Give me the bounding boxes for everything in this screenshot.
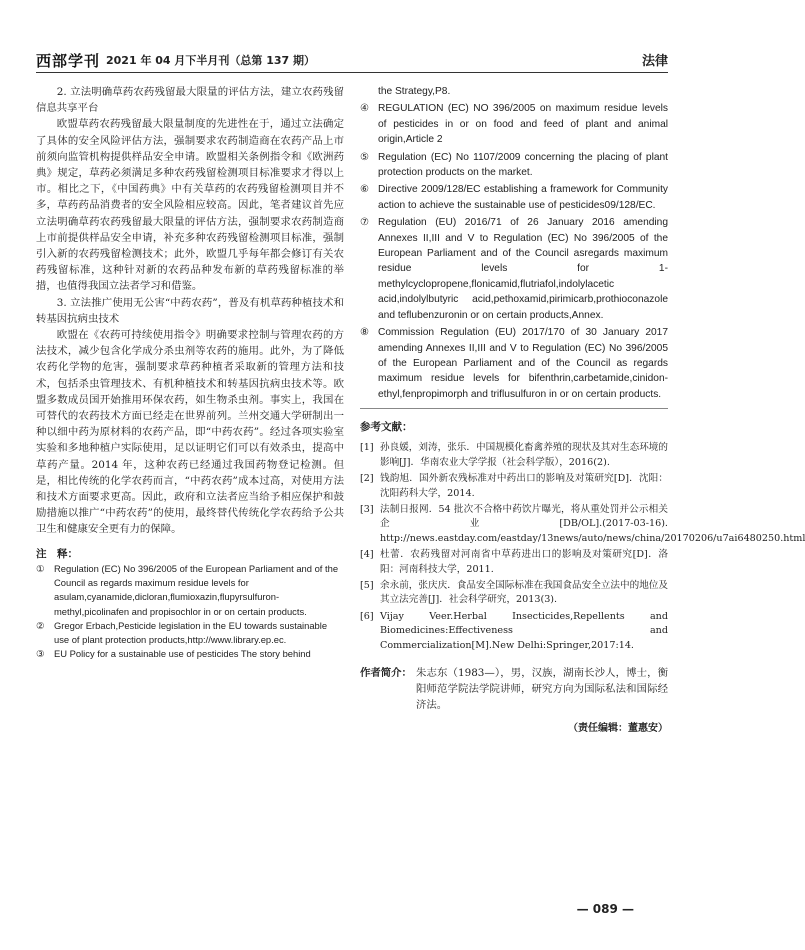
right-column — [360, 84, 805, 737]
author-text: 朱志东（1983—），男，汉族，湖南长沙人，博士，衡阳师范学院法学院讲师，研究方向为国际私法和国际经济法。 — [416, 667, 668, 712]
section-label: 法律 — [641, 54, 668, 69]
note-item: ① Regulation (EC) No 396/2005 of the European Parliament and of the Council as regards maximum residue levels for asulam,cyanamide,dicloran,flumioxazin,flupyrsulfuron-methyl,picolinafen and propisochlor in or on certain products. — [36, 562, 339, 617]
paragraph-2: 欧盟草药农药残留最大限量制度的先进性在于，通过立法确定了具体的安全风险评估方法，强制要求农药制造商在农药产品上市前须向监管机构提供样品安全申请。欧盟相关条例指令和《欧洲药典》规定，草药必须满足多种农药残留检测项目标准要求才得以上市。相比之下，《中国药典》中有关草药的农药残留检测项目并不多，草药药品消费者的安全风险相应较高。因此，笔者建议首先应立法明确草药农药残留最大限量的评估方法，强制要求农药制造商上市前提供样品安全申请，补充多种农药残留检测项目标准，强制引入新的农药残留检测技术；此外，欧盟几乎每年都会修订有关农药残留标准，这种针对新的农药品种发布新的草药残留标准的举措，也值得我国立法者学习和借鉴。 — [36, 118, 344, 293]
subheading-2: 2. 立法明确草药农药残留最大限量的评估方法，建立农药残留信息共享平台 — [36, 86, 344, 115]
note-item: ④ REGULATION (EC) NO 396/2005 on maximum residue levels of pesticides in or on food and feed of plant and animal origin,Article 2 — [360, 103, 668, 146]
note-item: ⑧ Commission Regulation (EU) 2017/170 of 30 January 2017 amending Annexes II,III and V to Regulation (EC) No 396/2005 of the European Parliament and of the Council as regards maximum residue levels for bifenthrin,carbetamide,cinidon-ethyl,fenpropimorph and triflusulfuron in or on certain products. — [360, 327, 668, 400]
reference-item: [3] 法制日报网．54 批次不合格中药饮片曝光，将从重处罚并公示相关企业[DB/OL].(2017-03-16). http://news.eastday.com/eastday/13news/auto/news/china/20170206/u7ai6480250.html — [360, 503, 805, 544]
page-number: — 089 — — [576, 902, 634, 916]
paragraph-3: 欧盟在《农药可持续使用指令》明确要求控制与管理农药的方法技术，减少包含化学成分杀虫剂等农药的施用。此外，为了降低农药化学物的危害，强制要求草药种植者采取新的管理方法和技术，包括杀虫管理技术、有机种植技术和转基因抗病虫技术等。欧盟多数成员国开始推用环保农药，如生物杀虫剂。事实上，我国在可替代的农药技术方面已经走在世界前列。兰州交通大学研制出一种以细中药为原材料的农药产品，即“中药农药”。经过各项实验室实验和多地种植户实际使用，足以证明它们可以有效杀虫，提高中草药产量。2014 年，这种农药已经通过我国药物登记检测。但是，相比传统的化学农药而言，“中药农药”成本过高，对使用方法和技术方面要求更高。因此，政府和立法者应当给予相应保护和鼓励措施以推广“中药农药”的使用，最终替代传统化学农药给予公共卫生和健康安全更有力的保障。 — [36, 329, 344, 536]
note-item: ⑥ Directive 2009/128/EC establishing a framework for Community action to achieve the sustainable use of pesticides09/128/EC. — [360, 184, 668, 211]
issue-info: 2021 年 04 月下半月刊（总第 137 期） — [106, 54, 316, 67]
references-divider — [360, 408, 668, 409]
page-header — [36, 40, 668, 74]
references-title: 参考文献： — [360, 421, 413, 434]
author-label: 作者简介： — [360, 667, 412, 680]
note-item: ⑦ Regulation (EU) 2016/71 of 26 January 2016 amending Annexes II,III and V to Regulation (EC) No 396/2005 of the European Parliament and of the Council asregards maximum residue levels for 1-methylcyclopropene,flonicamid,flutriafol,indolylacetic acid,indolylbutyric acid,pethoxamid,pirimicarb,prothioconazole and teflubenzuronin or on certain products,Annex. — [360, 217, 668, 321]
reference-item: [6] Vijay Veer.Herbal Insecticides,Repellents and Biomedicines:Effectiveness and Commercialization[M].New Delhi:Springer,2017:14. — [360, 610, 668, 651]
left-column — [36, 84, 344, 661]
reference-item: [5] 余永前，张庆庆．食品安全国际标准在我国食品安全立法中的地位及其立法完善[J]．社会科学研究，2013(3). — [360, 579, 668, 606]
journal-logo: 西部学刊 — [36, 52, 101, 70]
reference-item: [2] 钱韵旭．国外新农残标准对中药出口的影响及对策研究[D]．沈阳：沈阳药科大学，2014. — [360, 473, 668, 499]
reference-item: [1] 孙良媛，刘涛，张乐．中国规模化畜禽养殖的现状及其对生态环境的影响[J]．华南农业大学学报（社会科学版），2016(2). — [360, 442, 668, 468]
author-bio — [360, 665, 668, 713]
header-rule — [36, 72, 668, 73]
note-item: ⑤ Regulation (EC) No 1107/2009 concerning the placing of plant protection products on the market. — [360, 151, 668, 179]
note-item: ② Gregor Erbach,Pesticide legislation in the EU towards sustainable use of plant protection products,http://www.library.ep.ec. — [36, 619, 328, 645]
editor-credit: （责任编辑：董惠安） — [568, 723, 668, 735]
subheading-3: 3. 立法推广使用无公害“中药农药”，普及有机草药种植技术和转基因抗病虫技术 — [36, 296, 344, 325]
note-item: ③ EU Policy for a sustainable use of pesticides The story behind — [36, 648, 311, 660]
note-continuation: the Strategy,P8. — [378, 86, 451, 97]
reference-item: [4] 杜蕾．农药残留对河南省中草药进出口的影响及对策研究[D]．洛阳：河南科技大学，2011. — [360, 549, 668, 575]
notes-title: 注 释： — [36, 547, 78, 560]
